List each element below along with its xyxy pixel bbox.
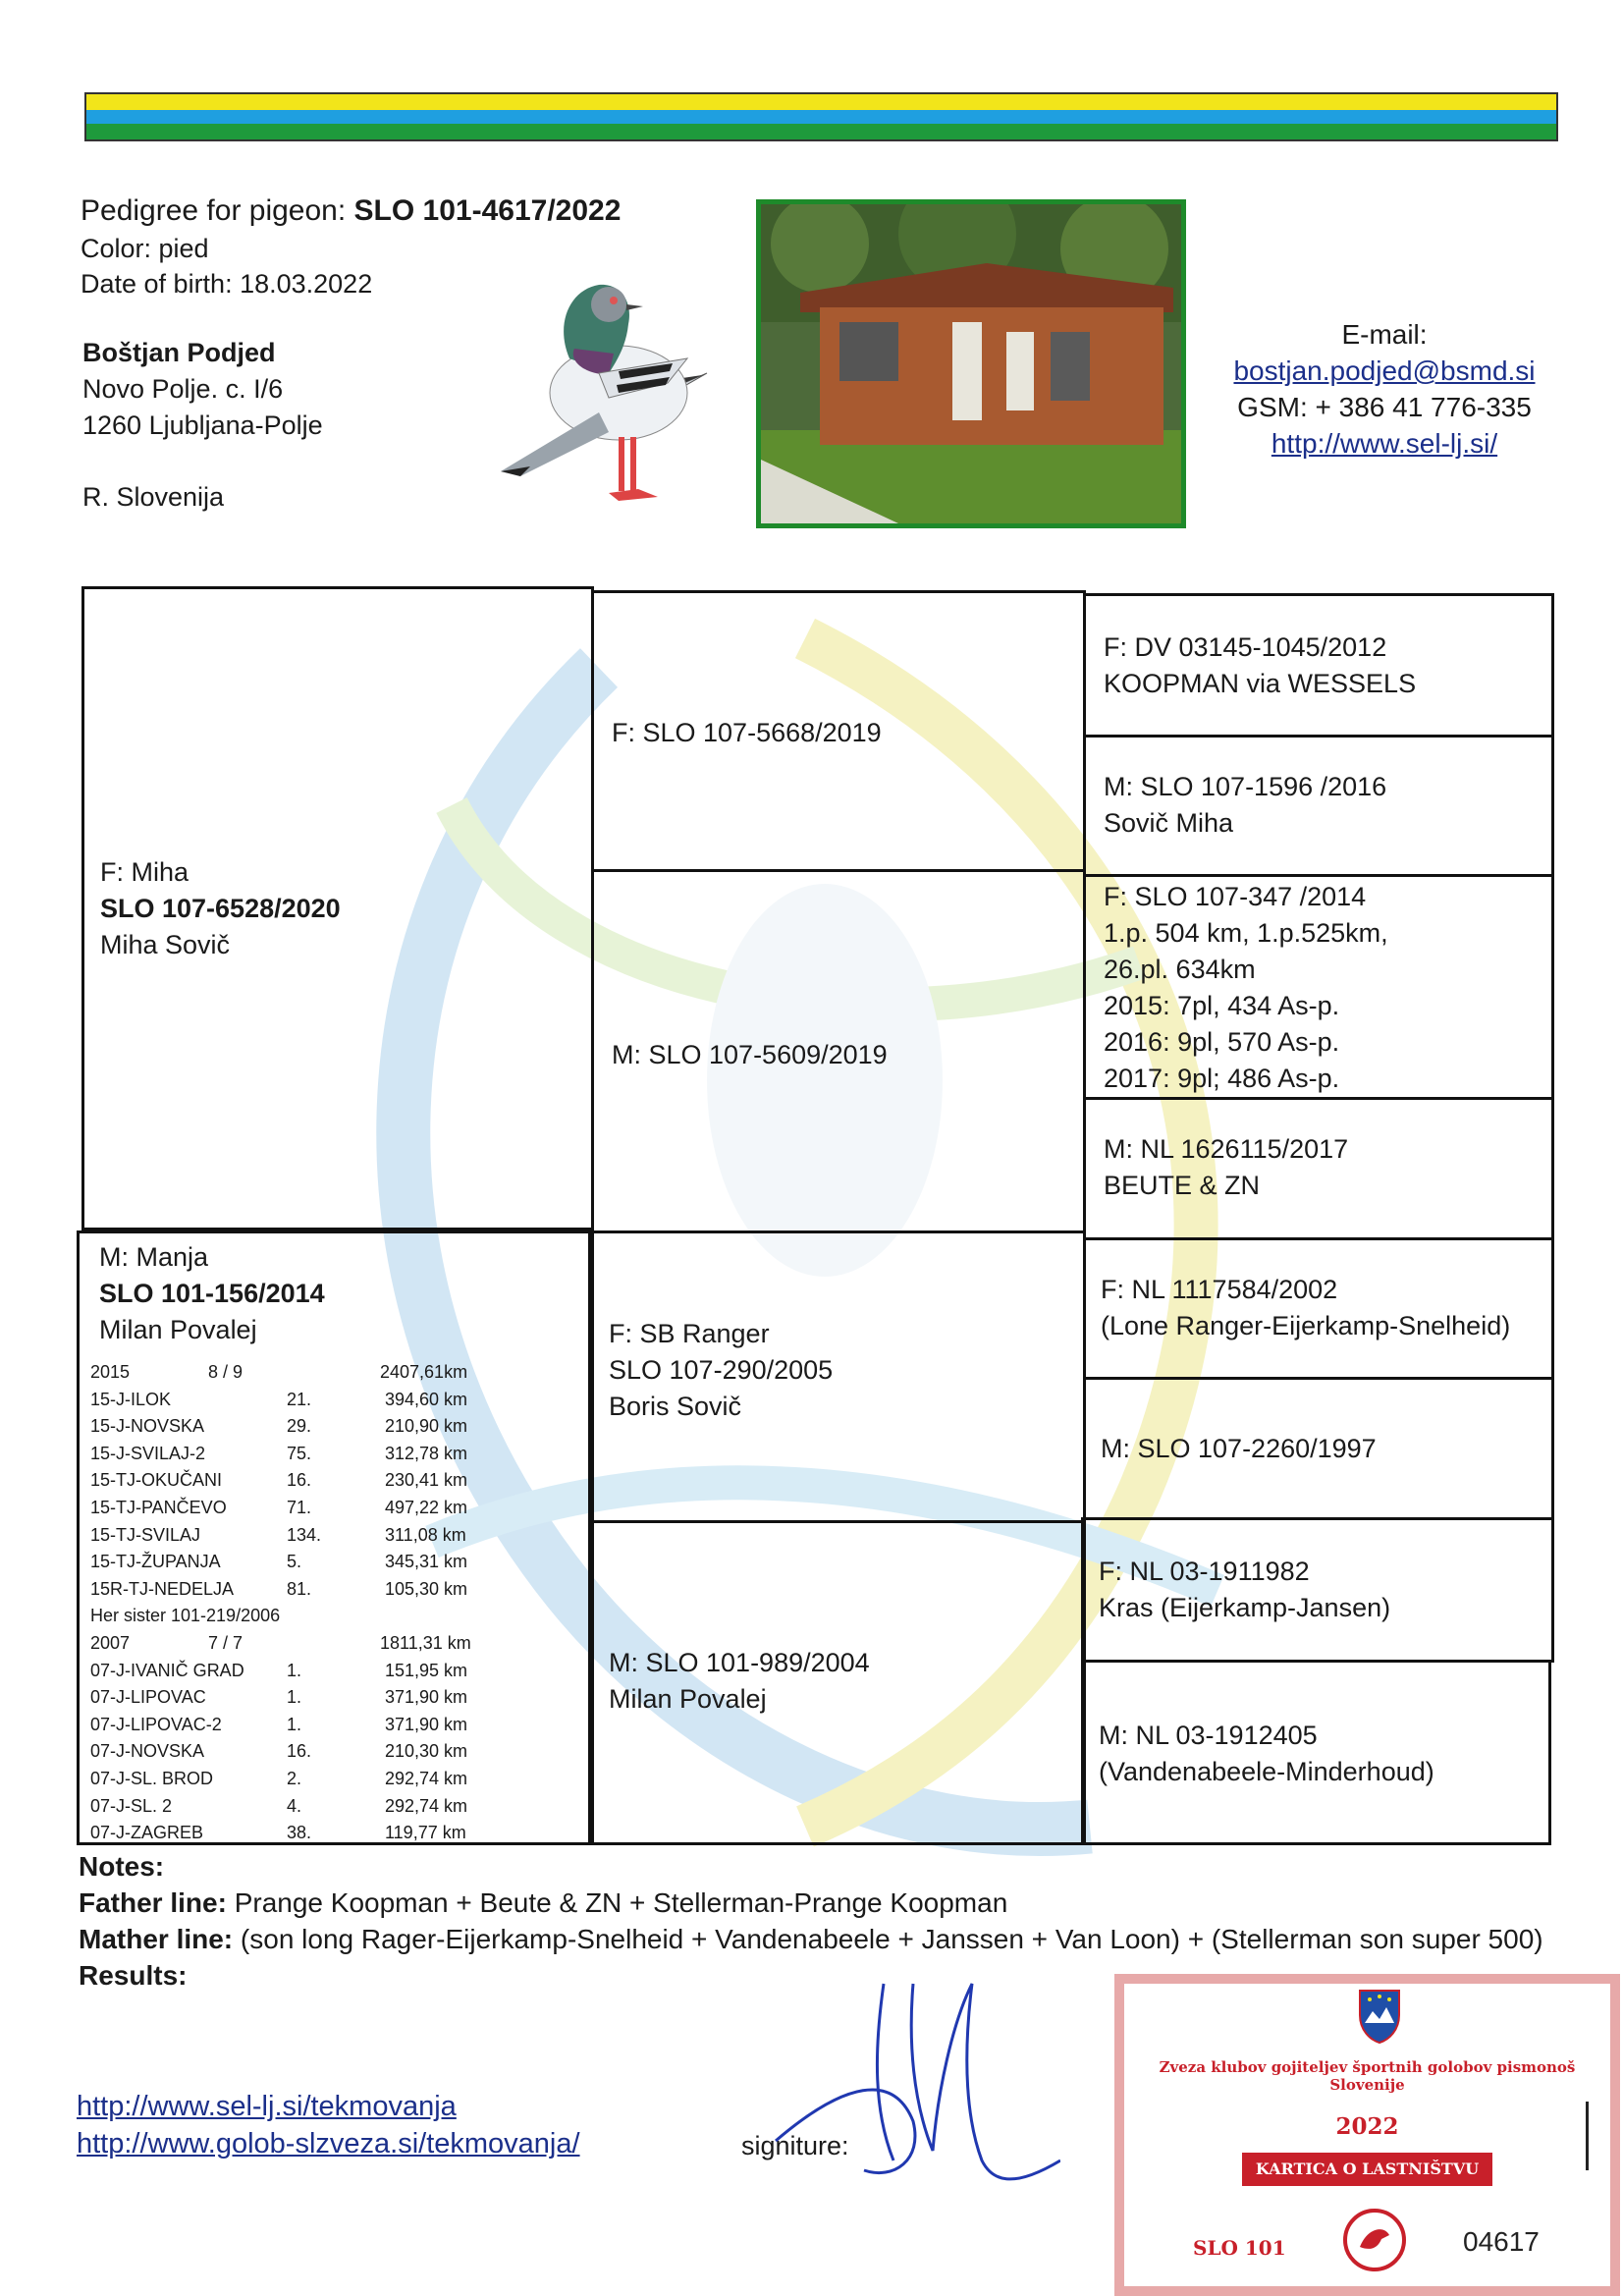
father-cell [81,586,594,1230]
mm-line2: Milan Povalej [609,1684,767,1714]
result-place: 1. [287,1687,302,1708]
fmm-line2: BEUTE & ZN [1104,1171,1261,1200]
result-place: 8 / 9 [208,1362,243,1382]
result-race: 07-J-NOVSKA [90,1741,205,1762]
result-race: 15-TJ-ŽUPANJA [90,1552,221,1572]
mmf-cell [1081,1517,1554,1663]
website-link[interactable]: http://www.sel-lj.si/ [1271,428,1498,459]
mf-line1: F: SB Ranger [609,1319,770,1348]
result-distance: 497,22 km [385,1498,468,1517]
email-link[interactable]: bostjan.podjed@bsmd.si [1233,355,1536,386]
gsm-number: GSM: + 386 41 776-335 [1237,392,1532,422]
result-distance: 210,90 km [385,1416,468,1437]
result-place: 1. [287,1660,302,1680]
fmf-cell [1083,874,1554,1100]
owner-street: Novo Polje. c. I/6 [82,374,284,404]
mother-line-text: (son long Rager-Eijerkamp-Snelheid + Vandenabeele + Janssen + Van Loon) + (Stellerman son super 500) [233,1924,1543,1954]
result-place: 7 / 7 [208,1633,243,1653]
father-line-label: Father line: [79,1887,227,1918]
owner-country: R. Slovenija [82,482,225,512]
result-race: 07-J-SL. BROD [90,1769,214,1788]
result-distance: 119,77 km [385,1823,466,1843]
ffm-line1: M: SLO 107-1596 /2016 [1104,772,1387,801]
coat-of-arms-icon [1355,1986,1404,2045]
father-line-text: Prange Koopman + Beute & ZN + Stellerman-Prange Koopman [226,1887,1008,1918]
pigeon-color: Color: pied [81,234,209,263]
fmf-line6: 2017: 9pl; 486 As-p. [1104,1064,1340,1093]
result-distance: 312,78 km [385,1443,468,1463]
mother-ring: SLO 101-156/2014 [99,1279,325,1308]
result-place: 75. [287,1443,312,1463]
mf-cell [588,1230,1086,1523]
ffm-cell [1083,735,1554,877]
ffm-line2: Sovič Miha [1104,808,1234,838]
result-distance: 345,31 km [385,1552,468,1572]
result-race: 07-J-IVANIČ GRAD [90,1660,244,1680]
mmf-line2: Kras (Eijerkamp-Jansen) [1099,1593,1391,1622]
result-race: 15-J-SVILAJ-2 [90,1443,206,1463]
loft-photo [756,199,1186,528]
card-number: 04617 [1463,2226,1540,2257]
pigeon-illustration [461,265,727,520]
mf-line3: Boris Sovič [609,1392,742,1421]
mmm-line2: (Vandenabeele-Minderhoud) [1099,1757,1434,1786]
result-distance: 151,95 km [385,1660,468,1680]
mmm-cell [1081,1660,1551,1845]
result-race: 07-J-LIPOVAC [90,1687,206,1708]
fmf-line2: 1.p. 504 km, 1.p.525km, [1104,918,1388,948]
mother-role: M: Manja [99,1242,209,1272]
mother-breeder: Milan Povalej [99,1315,257,1344]
result-distance: 210,30 km [385,1741,468,1762]
result-distance: 105,30 km [385,1578,468,1599]
result-distance: 230,41 km [385,1470,468,1491]
fm-text: M: SLO 107-5609/2019 [612,1040,888,1069]
result-distance: 394,60 km [385,1389,468,1409]
result-race: 2007 [90,1633,131,1653]
result-race: 15R-TJ-NEDELJA [90,1578,235,1599]
result-place: 5. [287,1552,302,1572]
result-place: 16. [287,1741,312,1762]
results-link-golob[interactable]: http://www.golob-slzveza.si/tekmovanja/ [77,2128,580,2159]
fff-line1: F: DV 03145-1045/2012 [1104,632,1387,662]
fmm-cell [1083,1097,1554,1240]
result-distance: 292,74 km [385,1769,468,1788]
mff-line1: F: NL 1117584/2002 [1101,1275,1338,1304]
contact-block [1217,316,1551,462]
card-ring-prefix: SLO 101 [1193,2236,1286,2260]
mfm-line1: M: SLO 107-2260/1997 [1101,1434,1377,1463]
father-line-note [79,1885,1551,1921]
card-org: Zveza klubov gojiteljev športnih golobov pismonoš Slovenije [1159,2058,1576,2094]
mm-line1: M: SLO 101-989/2004 [609,1648,870,1677]
mother-line-label: Mather line: [79,1924,234,1954]
result-race: Her sister 101-219/2006 [90,1606,281,1626]
result-race: 07-J-SL. 2 [90,1795,173,1816]
mfm-cell [1083,1377,1554,1520]
mff-cell [1083,1237,1554,1380]
notes-title: Notes: [79,1851,165,1882]
email-label: E-mail: [1341,319,1428,350]
result-race: 07-J-LIPOVAC-2 [90,1714,222,1734]
fff-line2: KOOPMAN via WESSELS [1104,669,1417,698]
ownership-card [1114,1974,1620,2296]
owner-city: 1260 Ljubljana-Polje [82,410,323,440]
card-mark [1586,2102,1589,2170]
ff-cell [591,590,1086,872]
mm-cell [588,1520,1086,1845]
fff-cell [1083,593,1554,738]
result-place: 16. [287,1470,312,1491]
result-distance: 1811,31 km [380,1633,471,1653]
result-place: 4. [287,1795,302,1816]
result-distance: 2407,61km [380,1362,468,1382]
father-ring: SLO 107-6528/2020 [100,894,341,923]
fmf-line4: 2015: 7pl, 434 As-p. [1104,991,1340,1020]
card-year: 2022 [1335,2113,1399,2140]
result-place: 1. [287,1714,302,1734]
fmf-line1: F: SLO 107-347 /2014 [1104,882,1367,911]
pigeon-ring: SLO 101-4617/2022 [353,194,622,227]
pigeon-dob: Date of birth: 18.03.2022 [81,269,373,299]
pedigree-label: Pedigree for pigeon: [81,194,354,227]
fmf-line3: 26.pl. 634km [1104,955,1256,984]
owner-name: Boštjan Podjed [82,338,276,367]
results-label: Results: [79,1960,188,1991]
result-place: 81. [287,1578,312,1599]
result-distance: 311,08 km [385,1524,466,1545]
father-role: F: Miha [100,857,189,887]
result-race: 15-TJ-PANČEVO [90,1498,227,1517]
signature-label: signiture: [741,2131,849,2160]
result-distance: 292,74 km [385,1795,468,1816]
result-place: 71. [287,1498,312,1517]
card-stamp-icon [1340,2206,1409,2274]
pedigree-title [81,193,621,229]
result-place: 21. [287,1389,312,1409]
mff-line2: (Lone Ranger-Eijerkamp-Snelheid) [1101,1311,1511,1340]
mmf-line1: F: NL 03-1911982 [1099,1557,1310,1586]
result-race: 15-TJ-OKUČANI [90,1470,223,1491]
result-place: 2. [287,1769,302,1788]
father-breeder: Miha Sovič [100,930,231,959]
fm-cell [591,869,1086,1233]
mmm-line1: M: NL 03-1912405 [1099,1721,1318,1750]
fmm-line1: M: NL 1626115/2017 [1104,1134,1349,1164]
result-race: 2015 [90,1362,131,1382]
result-race: 07-J-ZAGREB [90,1823,204,1843]
result-place: 134. [287,1524,322,1545]
ff-text: F: SLO 107-5668/2019 [612,718,882,747]
result-place: 38. [287,1823,312,1843]
mf-line2: SLO 107-290/2005 [609,1355,834,1385]
result-distance: 371,90 km [385,1687,468,1708]
result-race: 15-J-ILOK [90,1389,172,1409]
result-race: 15-J-NOVSKA [90,1416,205,1437]
result-race: 15-TJ-SVILAJ [90,1524,201,1545]
signature-scribble [766,1925,1060,2219]
card-title: KARTICA O LASTNIŠTVU GOLOBA [1242,2153,1492,2186]
fmf-line5: 2016: 9pl, 570 As-p. [1104,1027,1340,1057]
result-distance: 371,90 km [385,1714,468,1734]
result-place: 29. [287,1416,312,1437]
results-link-sel[interactable]: http://www.sel-lj.si/tekmovanja [77,2091,457,2122]
